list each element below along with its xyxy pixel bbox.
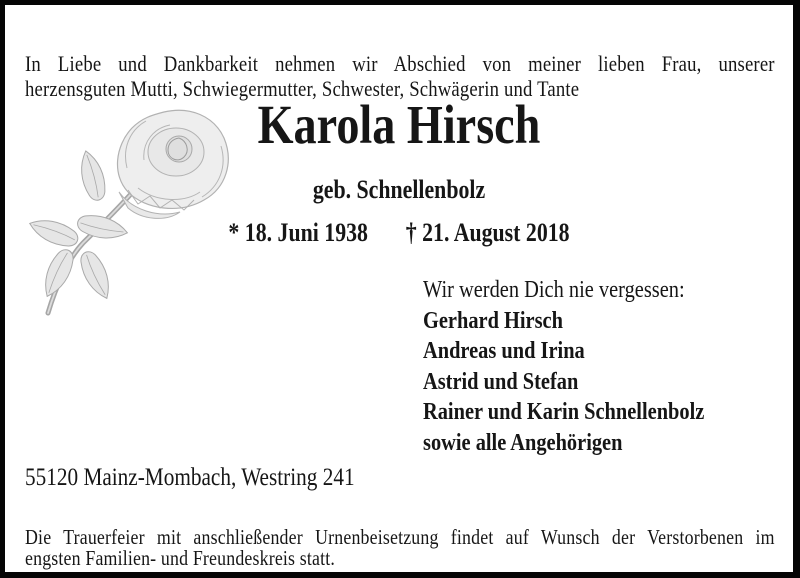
mourner-name: sowie alle Angehörigen — [423, 429, 623, 456]
death-date: † 21. August 2018 — [405, 218, 570, 247]
address-line: 55120 Mainz-Mombach, Westring 241 — [25, 464, 355, 491]
mourner-name: Rainer und Karin Schnellenbolz — [423, 399, 705, 426]
closing-line-1: Die Trauerfeier mit anschließender Urnenbeisetzung findet auf Wunsch der Verstorbenen im — [25, 525, 775, 549]
maiden-name: geb. Schnellenbolz — [312, 175, 486, 204]
closing-paragraph — [25, 527, 775, 568]
birth-date: * 18. Juni 1938 — [228, 218, 368, 247]
mourner-name: Gerhard Hirsch — [423, 307, 563, 334]
closing-line-2: engsten Familien- und Freundeskreis statt. — [25, 545, 336, 570]
intro-line-2: herzensguten Mutti, Schwiegermutter, Schwester, Schwägerin und Tante — [25, 76, 580, 101]
mourner-name: Andreas und Irina — [423, 338, 585, 365]
life-dates — [68, 220, 730, 246]
intro-line-1: In Liebe und Dankbarkeit nehmen wir Abschied von meiner lieben Frau, unserer — [25, 51, 775, 76]
deceased-name: Karola Hirsch — [257, 94, 541, 155]
mourner-name: Astrid und Stefan — [423, 368, 579, 395]
mourners-block — [423, 275, 704, 459]
mourners-lead: Wir werden Dich nie vergessen: — [423, 277, 685, 303]
